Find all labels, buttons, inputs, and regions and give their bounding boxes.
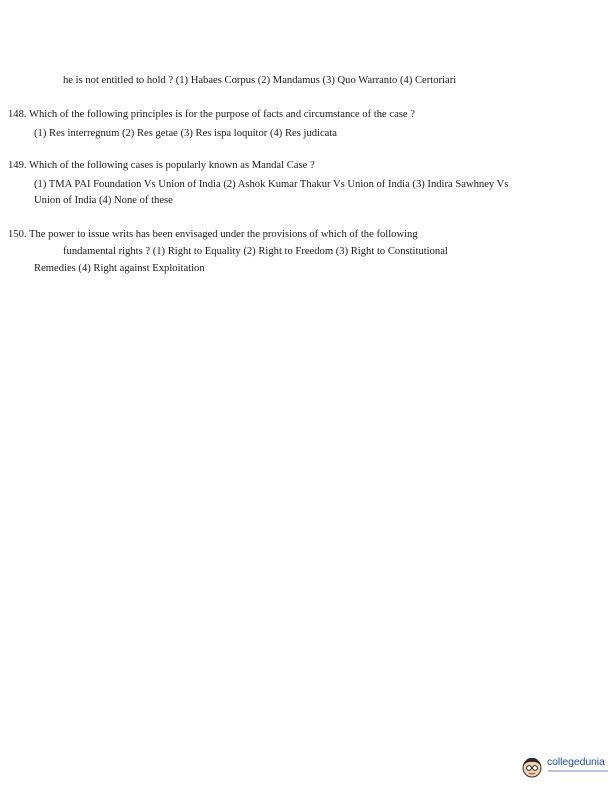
q150-stem: 150. The power to issue writs has been envisaged under the provisions of which of the following xyxy=(8,229,418,240)
q147-text: he is not entitled to hold ? (1) Habaes Corpus (2) Mandamus (3) Quo Warranto (4) Certoriari xyxy=(63,75,457,86)
q148-options: (1) Res interregnum (2) Res getae (3) Res ispa loquitor (4) Res judicata xyxy=(34,128,338,139)
q150-line-2: fundamental rights ? (1) Right to Equality (2) Right to Freedom (3) Right to Constitutional xyxy=(63,246,448,257)
collegedunia-logo xyxy=(520,755,610,783)
q149-options-line-2: Union of India (4) None of these xyxy=(34,195,173,206)
logo-tagline-bar xyxy=(548,770,608,772)
q148-stem: 148. Which of the following principles is for the purpose of facts and circumstance of the case ? xyxy=(8,109,415,120)
q149-options-line-1: (1) TMA PAI Foundation Vs Union of India (2) Ashok Kumar Thakur Vs Union of India (3) Indira Sawhney Vs xyxy=(34,179,509,190)
q149-stem: 149. Which of the following cases is popularly known as Mandal Case ? xyxy=(8,160,315,171)
q150-line-3: Remedies (4) Right against Exploitation xyxy=(34,263,205,274)
logo-wordmark: collegedunia xyxy=(547,756,605,768)
